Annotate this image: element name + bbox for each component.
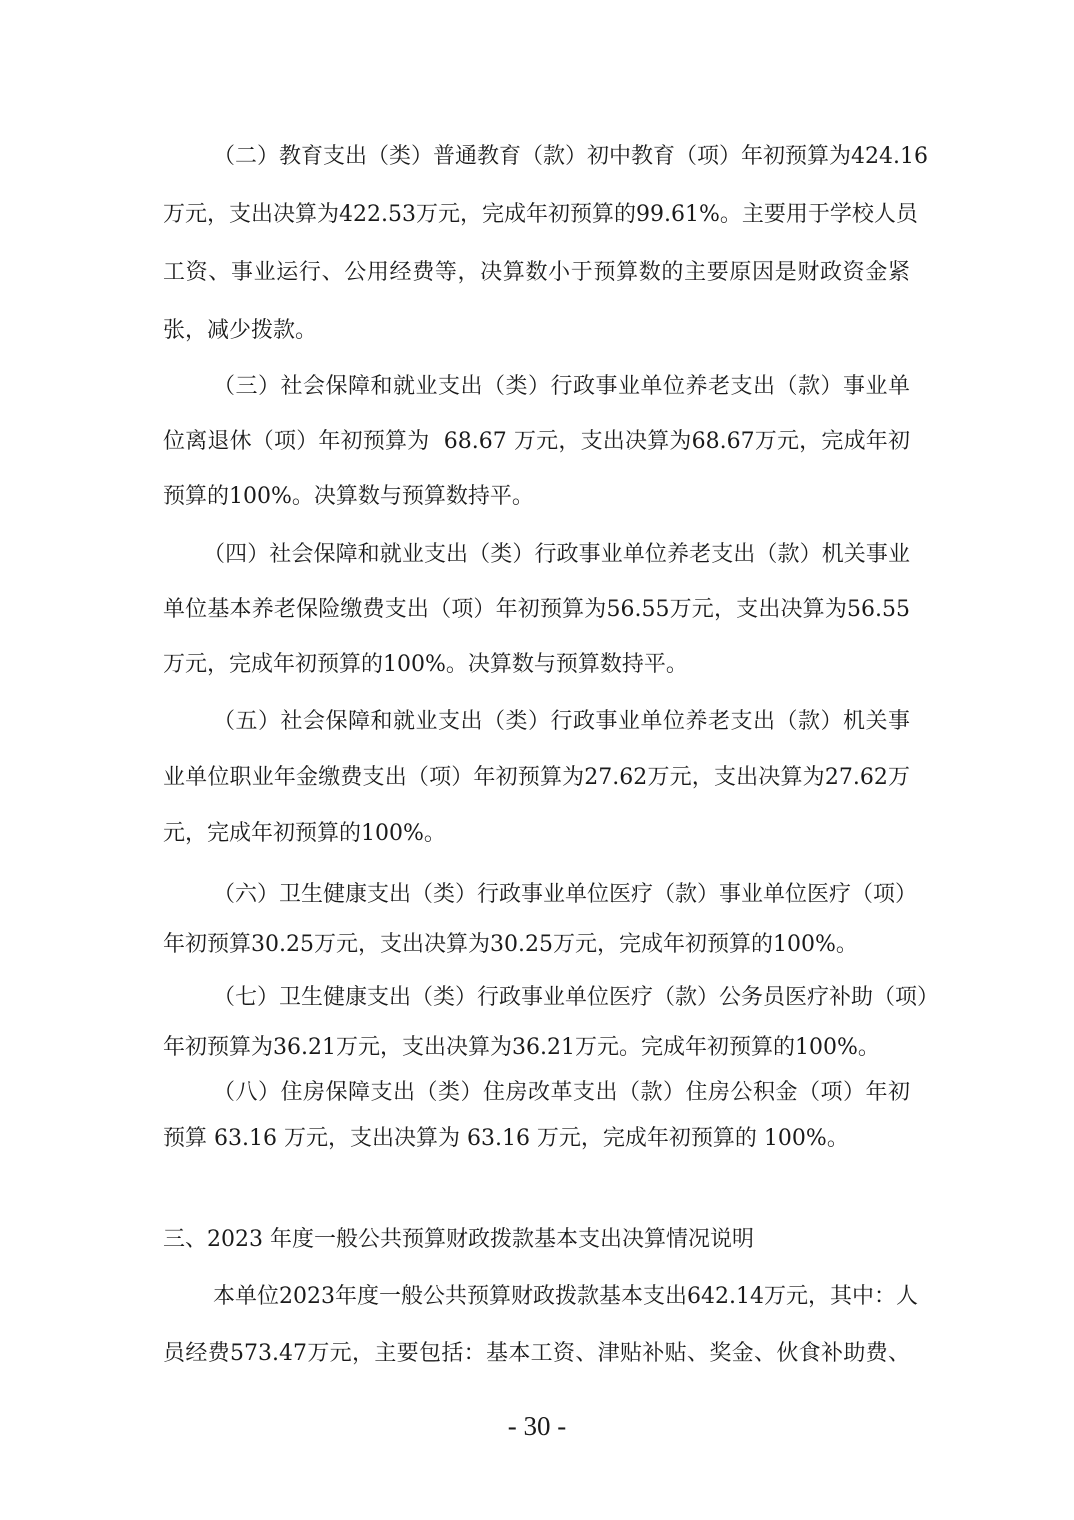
paragraph-7-line-1: （七）卫生健康支出（类）行政事业单位医疗（款）公务员医疗补助（项） [213, 985, 940, 1010]
paragraph-3-line-3: 预算的100%。决算数与预算数持平。 [163, 484, 534, 509]
section-paragraph-line-2: 员经费573.47万元，主要包括：基本工资、津贴补贴、奖金、伙食补助费、 [163, 1341, 910, 1366]
paragraph-4-line-3: 万元，完成年初预算的100%。决算数与预算数持平。 [163, 652, 688, 677]
paragraph-2-line-1: （二）教育支出（类）普通教育（款）初中教育（项）年初预算为424.16 [213, 144, 928, 169]
paragraph-2-line-3: 工资、事业运行、公用经费等，决算数小于预算数的主要原因是财政资金紧 [163, 260, 910, 285]
paragraph-8-line-1: （八）住房保障支出（类）住房改革支出（款）住房公积金（项）年初 [213, 1080, 910, 1105]
paragraph-8-line-2: 预算 63.16 万元，支出决算为 63.16 万元，完成年初预算的 100%。 [163, 1126, 849, 1151]
paragraph-4-line-2: 单位基本养老保险缴费支出（项）年初预算为56.55万元，支出决算为56.55 [163, 597, 910, 622]
paragraph-3-line-2: 位离退休（项）年初预算为 68.67 万元，支出决算为68.67万元，完成年初 [163, 429, 910, 454]
paragraph-7-line-2: 年初预算为36.21万元，支出决算为36.21万元。完成年初预算的100%。 [163, 1035, 880, 1060]
paragraph-5-line-1: （五）社会保障和就业支出（类）行政事业单位养老支出（款）机关事 [213, 709, 910, 734]
paragraph-5-line-2: 业单位职业年金缴费支出（项）年初预算为27.62万元，支出决算为27.62万 [163, 765, 910, 790]
paragraph-6-line-1: （六）卫生健康支出（类）行政事业单位医疗（款）事业单位医疗（项） [213, 882, 918, 907]
section-paragraph-line-1: 本单位2023年度一般公共预算财政拨款基本支出642.14万元，其中：人 [213, 1284, 918, 1309]
paragraph-2-line-2: 万元，支出决算为422.53万元，完成年初预算的99.61%。主要用于学校人员 [163, 202, 918, 227]
page-number: - 30 - [507, 1411, 567, 1441]
paragraph-5-line-3: 元，完成年初预算的100%。 [163, 821, 446, 846]
paragraph-6-line-2: 年初预算30.25万元，支出决算为30.25万元，完成年初预算的100%。 [163, 932, 858, 957]
paragraph-2-line-4: 张，减少拨款。 [163, 318, 318, 343]
paragraph-4-line-1: （四）社会保障和就业支出（类）行政事业单位养老支出（款）机关事业 [203, 542, 910, 567]
paragraph-3-line-1: （三）社会保障和就业支出（类）行政事业单位养老支出（款）事业单 [213, 374, 910, 399]
section-heading: 三、2023 年度一般公共预算财政拨款基本支出决算情况说明 [163, 1227, 754, 1252]
